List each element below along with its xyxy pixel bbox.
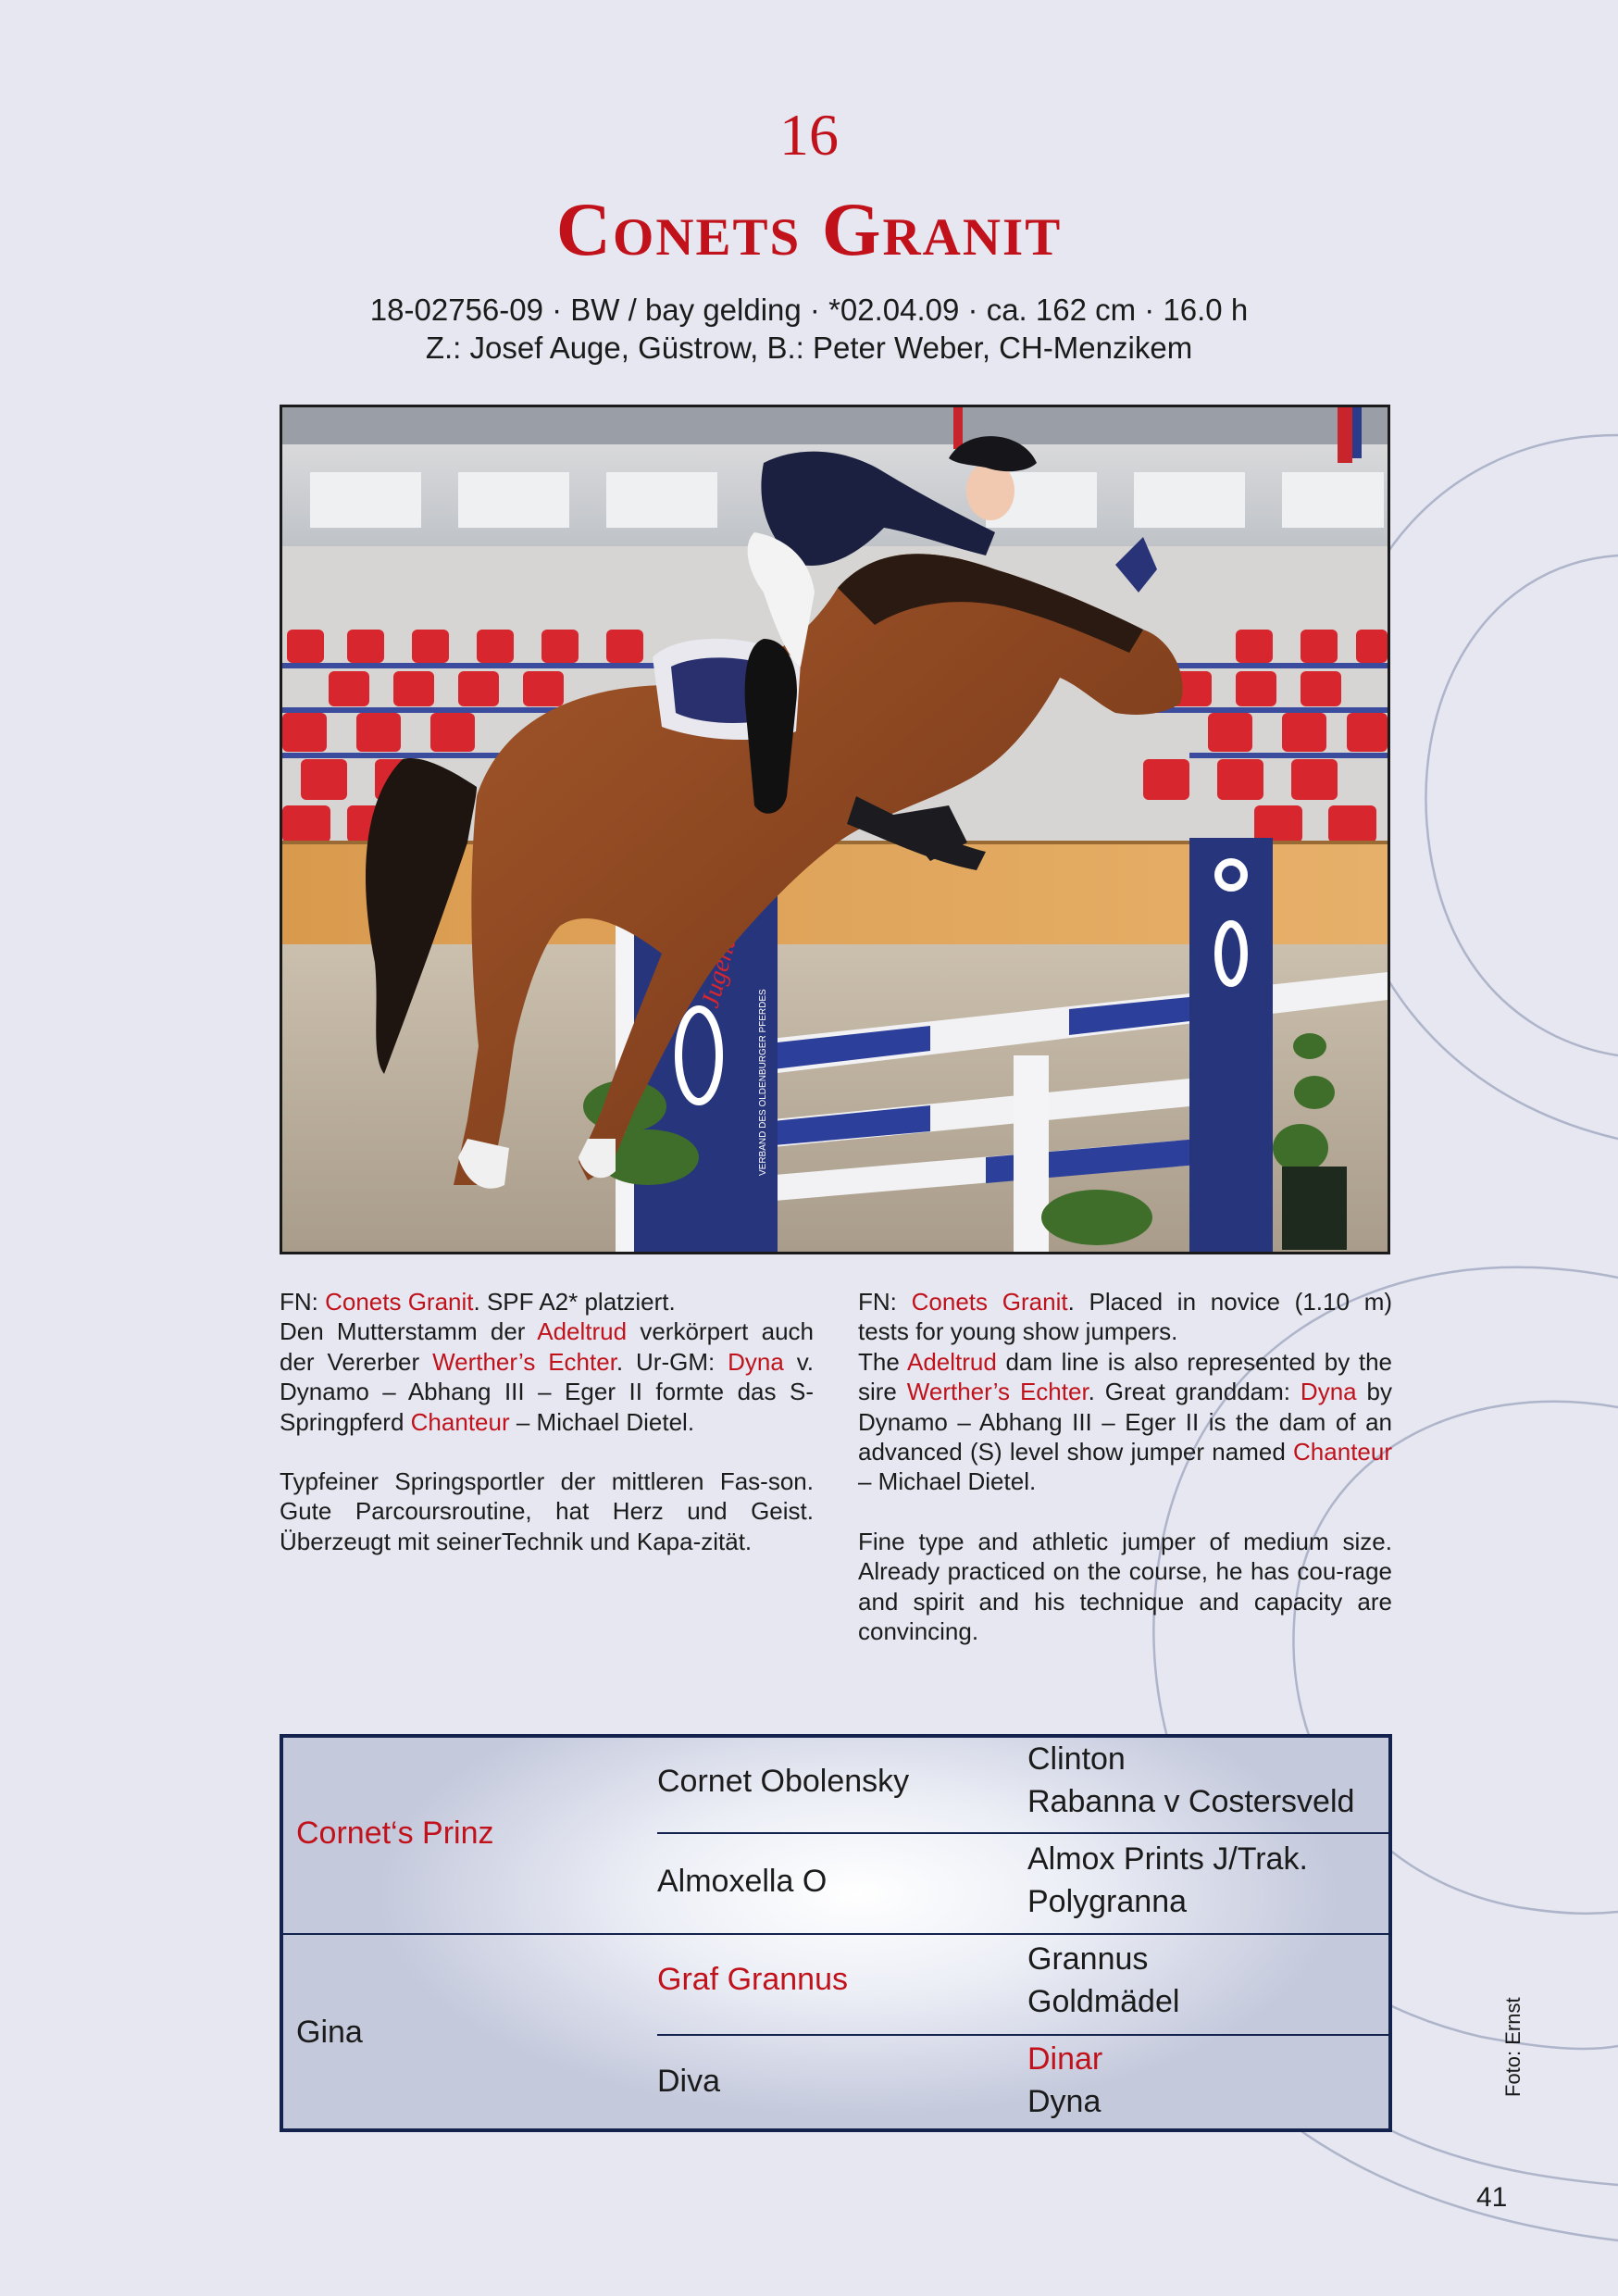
sire-highlight: Werther’s Echter (432, 1347, 616, 1376)
german-description (280, 1287, 814, 1556)
english-description (858, 1287, 1392, 1646)
german-paragraph-results (280, 1287, 814, 1316)
text-fragment: v. Dynamo – Abhang III – Eger II formte das S-Springpferd (280, 1347, 814, 1436)
text-fragment: The (858, 1347, 907, 1376)
page-number: 41 (1476, 2182, 1508, 2213)
text-fragment: by Dynamo – Abhang III – Eger II is the dam of an advanced (S) level show jumper named (858, 1378, 1392, 1466)
german-paragraph-damline (280, 1316, 814, 1437)
offspring-highlight: Chanteur (410, 1407, 510, 1436)
show-jumping-photo-icon (282, 407, 1388, 1252)
pedigree-sire-dam: Almoxella O (657, 1864, 828, 1899)
pedigree-divider-main (283, 1933, 1388, 1935)
text-fragment: . Great granddam: (1088, 1378, 1301, 1406)
granddam-highlight: Dyna (728, 1347, 784, 1376)
breeder-owner-line: Z.: Josef Auge, Güstrow, B.: Peter Weber, CH-Menzikem (425, 331, 1193, 365)
text-fragment: . Ur-GM: (616, 1347, 728, 1376)
horse-name-highlight: Conets Granit (325, 1288, 474, 1316)
text-fragment: FN: (858, 1288, 912, 1316)
horse-details-line: 18-02756-09 · BW / bay gelding · *02.04.09 · ca. 162 cm · 16.0 h (369, 293, 1249, 327)
pedigree-dam-dam: Diva (657, 2064, 721, 2099)
german-paragraph-character: Typfeiner Springsportler der mittleren Fas-son. Gute Parcoursroutine, hat Herz und Geist. Überzeugt mit seinerTechnik und Kapa-zität. (280, 1467, 814, 1555)
english-paragraph-damline (858, 1347, 1392, 1497)
pedigree-divider-sire (657, 1832, 1388, 1834)
damline-highlight: Adeltrud (906, 1347, 997, 1376)
damline-highlight: Adeltrud (537, 1317, 628, 1346)
pedigree-dam: Gina (296, 2015, 363, 2050)
text-fragment: . Placed in novice (1.10 m) tests for young show jumpers. (858, 1288, 1393, 1346)
pedigree-divider-dam (657, 2034, 1388, 2036)
text-fragment: – Michael Dietel. (509, 1407, 695, 1436)
pedigree-table (280, 1734, 1392, 2132)
fence-sponsor-text: VERBAND DES OLDENBURGER PFERDES (758, 989, 768, 1176)
pedigree-ds-sire: Grannus (1027, 1941, 1149, 1977)
text-fragment: FN: (280, 1288, 326, 1316)
pedigree-ss-dam: Rabanna v Costersveld (1027, 1784, 1355, 1819)
english-paragraph-results (858, 1287, 1392, 1347)
text-fragment: verkörpert auch der Vererber (280, 1317, 814, 1376)
horse-jumping-photo (280, 405, 1390, 1254)
pedigree-ss-sire: Clinton (1027, 1741, 1126, 1777)
text-fragment: . SPF A2* platziert. (473, 1288, 676, 1316)
pedigree-dd-dam: Dyna (1027, 2084, 1101, 2119)
granddam-highlight: Dyna (1300, 1378, 1357, 1406)
text-fragment: Den Mutterstamm der (280, 1317, 538, 1346)
pedigree-ds-dam: Goldmädel (1027, 1984, 1180, 2019)
pedigree-dam-sire: Graf Grannus (657, 1962, 848, 1997)
pedigree-sire: Cornet‘s Prinz (296, 1816, 494, 1851)
pedigree-dd-sire: Dinar (1027, 2041, 1103, 2077)
english-paragraph-character: Fine type and athletic jumper of medium size. Already practiced on the course, he has cou-rage and spirit and his technique and capacity are convincing. (858, 1527, 1392, 1646)
horse-name-title: Conets Granit (555, 187, 1063, 271)
pedigree-sire-sire: Cornet Obolensky (657, 1764, 910, 1799)
horse-name-highlight: Conets Granit (911, 1288, 1068, 1316)
pedigree-sd-sire: Almox Prints J/Trak. (1027, 1841, 1308, 1877)
lot-number: 16 (779, 102, 839, 168)
offspring-highlight: Chanteur (1293, 1438, 1392, 1466)
photo-credit: Foto: Ernst (1501, 1997, 1525, 2097)
text-fragment: – Michael Dietel. (858, 1467, 1037, 1496)
text-fragment: dam line is also represented by the sire (858, 1347, 1393, 1406)
sire-highlight: Werther’s Echter (906, 1378, 1089, 1406)
pedigree-sd-dam: Polygranna (1027, 1884, 1188, 1919)
